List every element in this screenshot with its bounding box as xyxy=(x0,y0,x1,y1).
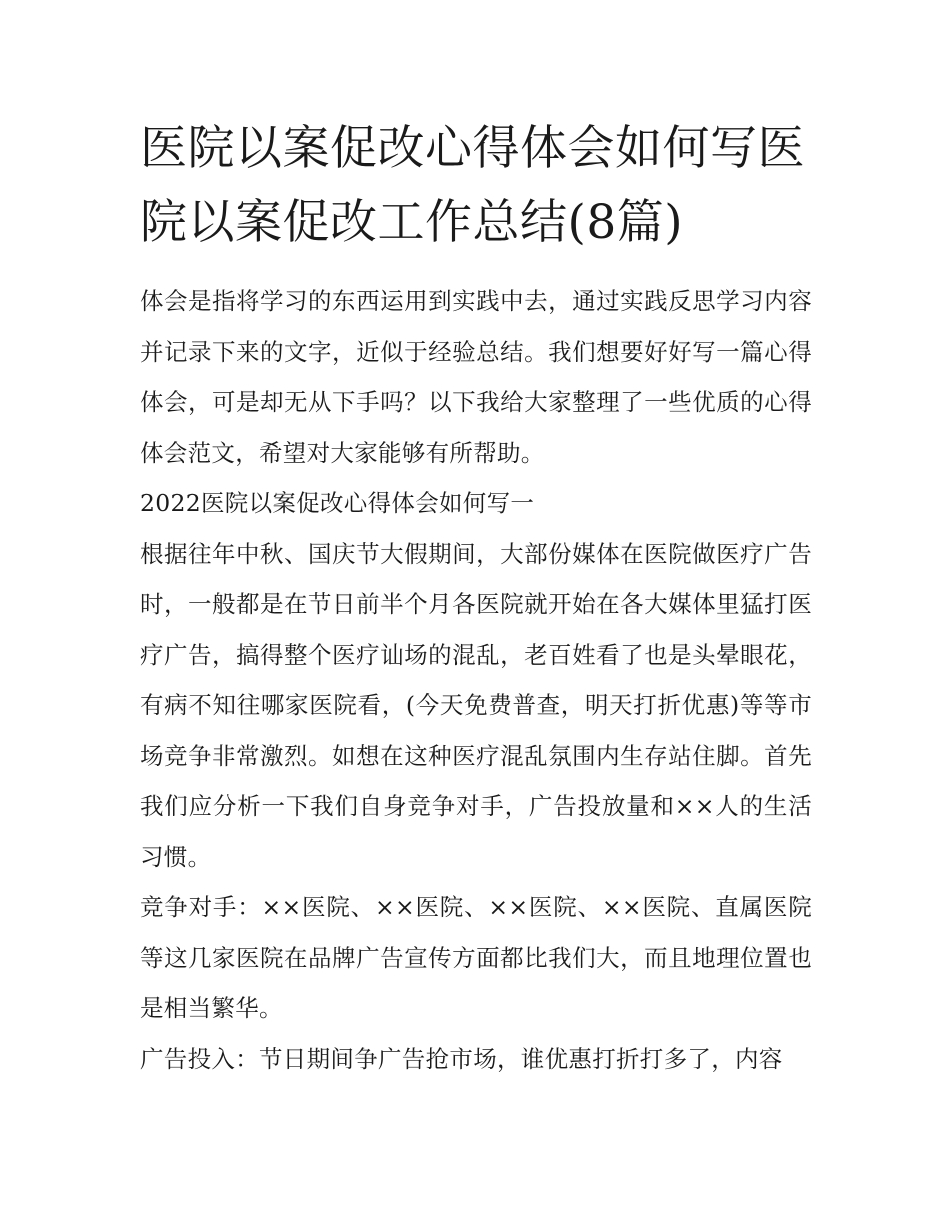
paragraph-market: 根据往年中秋、国庆节大假期间，大部份媒体在医院做医疗广告时，一般都是在节日前半个月各医院就开始在各大媒体里猛打医疗广告，搞得整个医疗讪场的混乱，老百姓看了也是头晕眼花，有病不知往哪家医院看，(今天免费普查，明天打折优惠)等等市场竞争非常激烈。如想在这种医疗混乱氛围内生存站住脚。首先我们应分析一下我们自身竞争对手，广告投放量和××人的生活习惯。 xyxy=(140,539,812,871)
document-page xyxy=(140,112,812,1084)
paragraph-ad-investment: 广告投入：节日期间争广告抢市场，谁优惠打折打多了，内容 xyxy=(140,1044,783,1073)
document-title: 医院以案促改心得体会如何写医院以案促改工作总结(8篇) xyxy=(140,121,805,250)
paragraph-competitors: 竞争对手：××医院、××医院、××医院、××医院、直属医院等这几家医院在品牌广告宣传方面都比我们大，而且地理位置也是相当繁华。 xyxy=(140,893,812,1022)
paragraph-intro: 体会是指将学习的东西运用到实践中去，通过实践反思学习内容并记录下来的文字，近似于经验总结。我们想要好好写一篇心得体会，可是却无从下手吗？以下我给大家整理了一些优质的心得体会范文，希望对大家能够有所帮助。 xyxy=(140,287,812,467)
section-heading: 2022医院以案促改心得体会如何写一 xyxy=(140,489,535,517)
